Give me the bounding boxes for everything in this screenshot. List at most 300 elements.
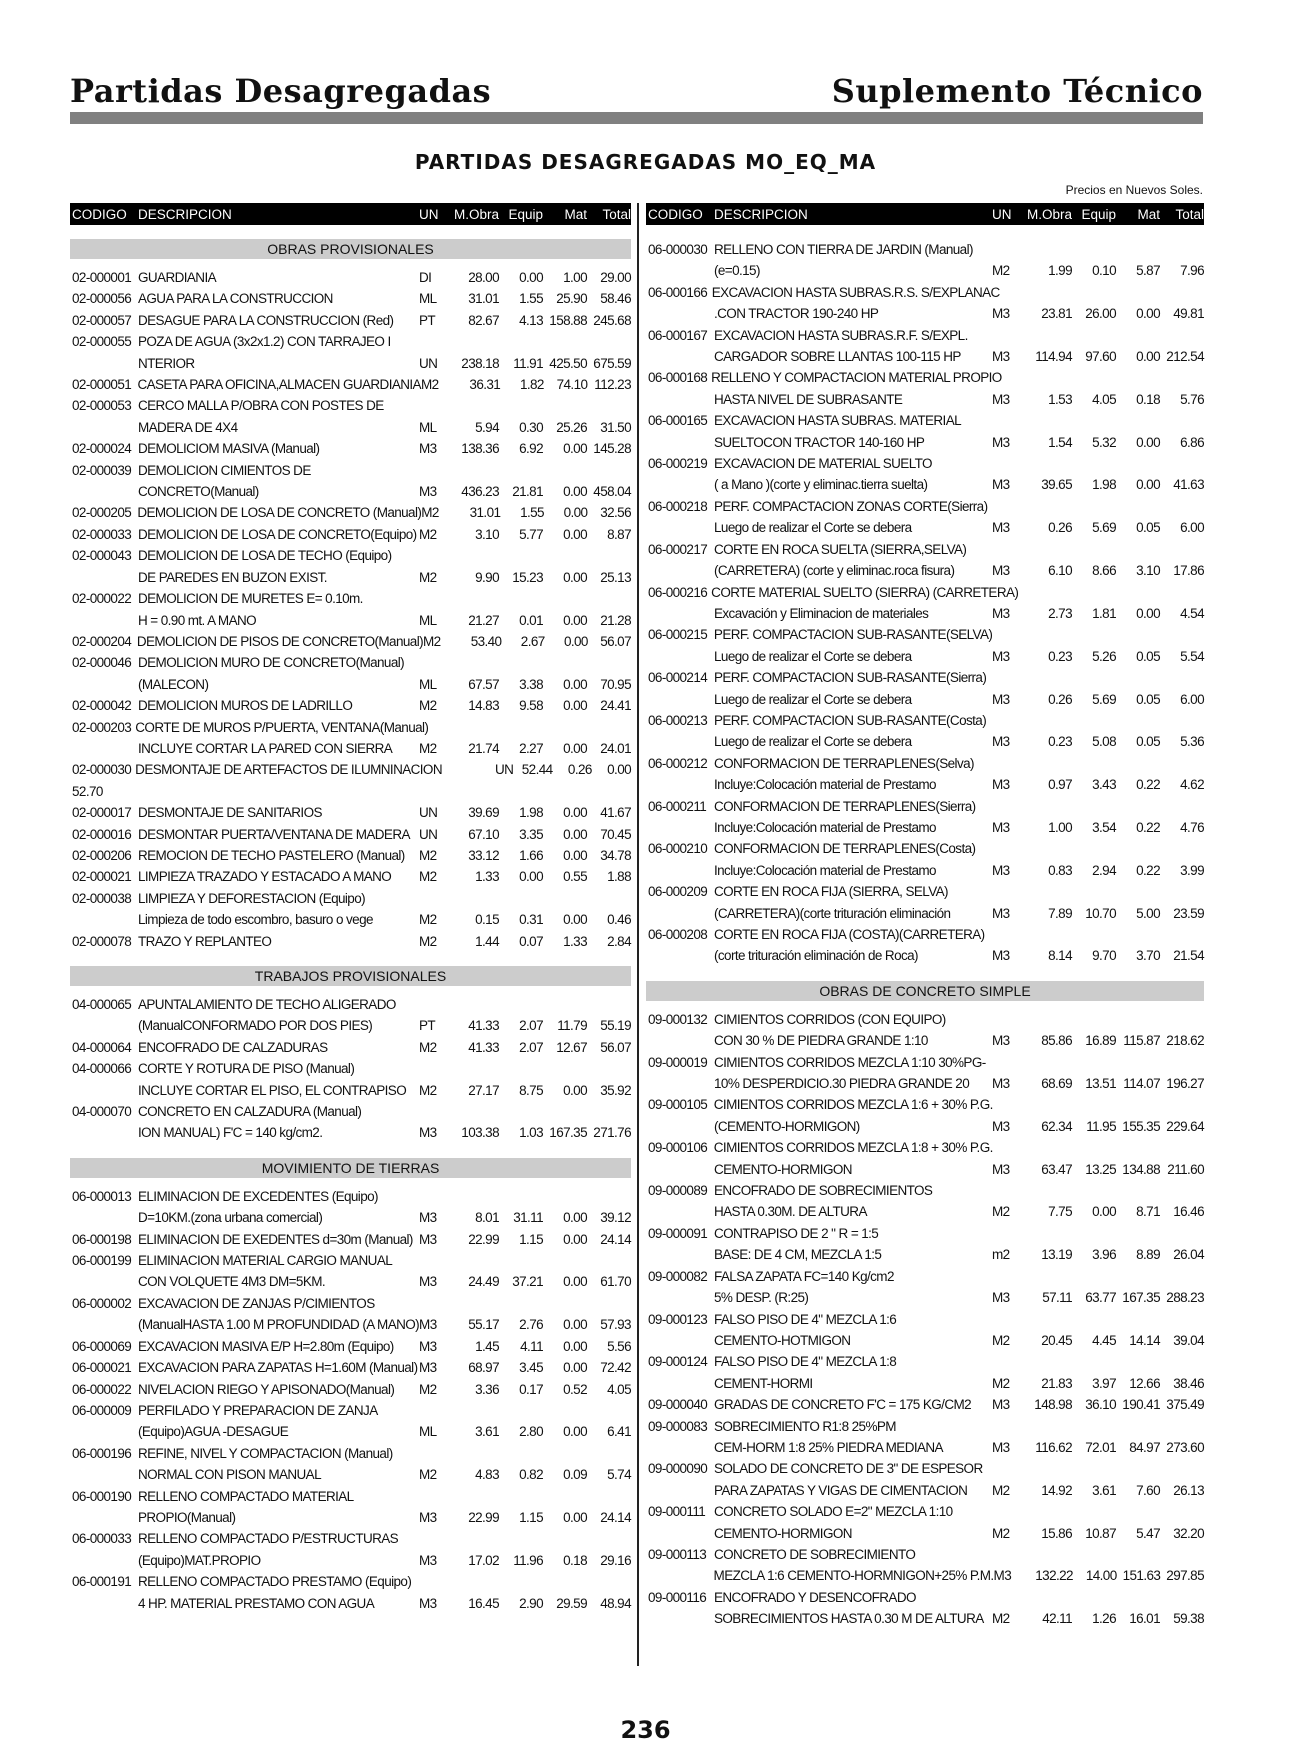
cell-total: 49.81 xyxy=(1173,306,1204,322)
cell-description: CONCRETO DE SOBRECIMIENTO xyxy=(714,1546,916,1562)
cell-material xyxy=(1116,838,1160,859)
column-divider xyxy=(637,203,639,1666)
cell-material: 0.55 xyxy=(563,869,587,885)
table-row xyxy=(70,374,631,395)
cell-total: 31.50 xyxy=(600,419,631,435)
table-row xyxy=(646,1544,1204,1565)
table-row xyxy=(70,1186,631,1207)
cell-unit xyxy=(992,710,1024,731)
table-row xyxy=(646,432,1204,453)
cell-total: 6.86 xyxy=(1180,434,1204,450)
cell-code xyxy=(646,1373,710,1394)
cell-unit: M3 xyxy=(419,1360,437,1376)
cell-mano-obra xyxy=(451,1186,499,1207)
cell-description: ( a Mano )(corte y eliminac.tierra suelta) xyxy=(714,477,928,493)
cell-equipo xyxy=(499,1400,543,1421)
cell-equipo: 4.05 xyxy=(1092,391,1116,407)
cell-total xyxy=(587,1571,631,1592)
cell-material xyxy=(543,331,587,352)
cell-unit: M3 xyxy=(992,948,1010,964)
cell-mano-obra: 0.23 xyxy=(1048,648,1072,664)
cell-material: 16.01 xyxy=(1129,1611,1160,1627)
table-header xyxy=(70,203,631,225)
cell-equipo: 4.45 xyxy=(1092,1332,1116,1348)
cell-material: 3.10 xyxy=(1136,563,1160,579)
cell-total: 112.23 xyxy=(594,377,631,393)
cell-total xyxy=(587,1400,631,1421)
cell-code: 09-000019 xyxy=(648,1054,708,1070)
cell-mano-obra: 0.26 xyxy=(1048,520,1072,536)
cell-description: EXCAVACION MASIVA E/P H=2.80m (Equipo) xyxy=(138,1338,394,1354)
table-row xyxy=(70,1336,631,1357)
cell-mano-obra: 41.33 xyxy=(468,1018,499,1034)
cell-description: EXCAVACION DE ZANJAS P/CIMIENTOS xyxy=(138,1295,375,1311)
cell-unit xyxy=(419,1400,451,1421)
cell-mano-obra: 16.45 xyxy=(468,1595,499,1611)
cell-description: ELIMINACION MATERIAL CARGIO MANUAL xyxy=(138,1253,393,1269)
cell-code: 06-000033 xyxy=(72,1531,132,1547)
cell-unit: M2 xyxy=(992,1204,1010,1220)
cell-description: Luego de realizar el Corte se debera xyxy=(714,520,912,536)
cell-code: 06-000199 xyxy=(72,1253,132,1269)
cell-mano-obra: 1.44 xyxy=(475,933,499,949)
cell-material: 0.22 xyxy=(1136,819,1160,835)
cell-unit xyxy=(992,924,1024,945)
cell-equipo: 1.82 xyxy=(519,377,544,393)
cell-code xyxy=(70,1593,134,1614)
cell-description: CONFORMACION DE TERRAPLENES(Selva) xyxy=(714,755,974,771)
cell-equipo: 4.13 xyxy=(519,312,543,328)
cell-code: 09-000113 xyxy=(648,1546,707,1562)
cell-code: 02-000205 xyxy=(72,505,132,521)
cell-material: 14.14 xyxy=(1129,1332,1160,1348)
cell-material: 0.00 xyxy=(563,676,587,692)
cell-total xyxy=(1160,1544,1204,1565)
cell-mano-obra: 68.97 xyxy=(468,1360,499,1376)
cell-equipo xyxy=(1077,282,1119,303)
table-row xyxy=(70,994,631,1015)
cell-description: CEM-HORM 1:8 25% PIEDRA MEDIANA xyxy=(714,1439,943,1455)
cell-mano-obra: 13.19 xyxy=(1041,1247,1072,1263)
cell-mano-obra: 3.10 xyxy=(475,526,499,542)
cell-code xyxy=(646,432,710,453)
cell-total: 39.12 xyxy=(600,1210,631,1226)
cell-equipo xyxy=(1072,710,1116,731)
cell-total: 48.94 xyxy=(600,1595,631,1611)
table-row xyxy=(646,1116,1204,1137)
cell-material: 0.00 xyxy=(563,484,587,500)
table-row xyxy=(70,502,631,523)
cell-unit: DI xyxy=(419,270,432,285)
cell-equipo: 72.01 xyxy=(1085,1439,1116,1455)
cell-total: 29.00 xyxy=(600,270,631,285)
cell-mano-obra: 0.26 xyxy=(1048,691,1072,707)
cell-unit xyxy=(419,588,451,609)
cell-description: Limpieza de todo escombro, basuro o vege xyxy=(138,912,373,928)
table-row xyxy=(646,903,1204,924)
cell-material: 0.05 xyxy=(1136,520,1160,536)
cell-description: CERCO MALLA P/OBRA CON POSTES DE xyxy=(138,398,384,414)
table-row xyxy=(646,517,1204,538)
cell-mano-obra: 22.99 xyxy=(468,1231,499,1247)
cell-unit xyxy=(419,781,451,802)
cell-code xyxy=(646,517,710,538)
prices-note: Precios en Nuevos Soles. xyxy=(1065,183,1203,197)
cell-total xyxy=(1160,1137,1204,1158)
cell-equipo: 10.70 xyxy=(1085,905,1116,921)
table-row xyxy=(646,346,1204,367)
cell-total: 5.76 xyxy=(1180,391,1204,407)
table-row xyxy=(646,860,1204,881)
cell-description: LIMPIEZA TRAZADO Y ESTACADO A MANO xyxy=(138,869,392,885)
cell-code: 02-000053 xyxy=(72,398,132,414)
table-row xyxy=(646,624,1204,645)
cell-material xyxy=(1116,539,1160,560)
cell-unit: M3 xyxy=(992,648,1010,664)
table-row xyxy=(70,1464,631,1485)
cell-mano-obra xyxy=(451,588,499,609)
cell-description: PERF. COMPACTACION SUB-RASANTE(Costa) xyxy=(714,712,987,728)
cell-equipo xyxy=(1072,1052,1116,1073)
cell-code: 09-000111 xyxy=(648,1504,706,1520)
header-left-title: Partidas Desagregadas xyxy=(70,72,492,110)
cell-unit xyxy=(992,1052,1024,1073)
cell-code: 02-000017 xyxy=(72,805,132,821)
cell-equipo xyxy=(1078,367,1120,388)
table-row xyxy=(646,1159,1204,1180)
cell-material: 0.00 xyxy=(563,526,587,542)
cell-code xyxy=(70,1015,134,1036)
cell-material: 5.00 xyxy=(1136,905,1160,921)
cell-unit xyxy=(419,395,451,416)
cell-material: 25.90 xyxy=(556,291,587,307)
cell-unit: M3 xyxy=(992,306,1010,322)
cell-mano-obra xyxy=(1024,667,1072,688)
cell-description: DE PAREDES EN BUZON EXIST. xyxy=(138,569,327,585)
cell-equipo: 2.07 xyxy=(519,1018,543,1034)
cell-material xyxy=(543,460,587,481)
cell-unit: M2 xyxy=(419,526,437,542)
cell-code xyxy=(646,1608,710,1629)
cell-mano-obra: 4.83 xyxy=(475,1467,499,1483)
cell-code: 06-000013 xyxy=(72,1188,132,1204)
cell-unit: M3 xyxy=(419,484,437,500)
cell-unit: ML xyxy=(419,1424,437,1440)
cell-code: 09-000083 xyxy=(648,1418,708,1434)
cell-unit: M3 xyxy=(992,563,1010,579)
cell-total xyxy=(1160,924,1204,945)
cell-material xyxy=(1116,1458,1160,1479)
cell-description: TRAZO Y REPLANTEO xyxy=(138,933,272,949)
cell-description: EXCAVACION HASTA SUBRAS.R.S. S/EXPLANAC xyxy=(711,284,1000,300)
cell-unit xyxy=(992,753,1024,774)
cell-unit: M2 xyxy=(419,1082,437,1098)
cell-total xyxy=(1160,710,1204,731)
cell-description: MADERA DE 4X4 xyxy=(138,419,238,435)
cell-total xyxy=(1160,1180,1204,1201)
cell-unit xyxy=(419,1250,451,1271)
cell-equipo: 0.31 xyxy=(519,912,543,928)
cell-mano-obra: 132.22 xyxy=(1035,1568,1073,1584)
cell-equipo xyxy=(1072,325,1116,346)
cell-code: 02-000043 xyxy=(72,548,132,564)
table-row xyxy=(70,1400,631,1421)
cell-total: 41.67 xyxy=(600,805,631,821)
cell-mano-obra xyxy=(451,888,499,909)
cell-total: 4.54 xyxy=(1180,605,1204,621)
cell-unit xyxy=(992,1309,1024,1330)
cell-mano-obra: 67.10 xyxy=(468,826,499,842)
cell-unit: M2 xyxy=(419,1039,437,1055)
left-table-body xyxy=(70,239,631,1614)
cell-code xyxy=(646,774,710,795)
cell-total: 8.87 xyxy=(607,526,631,542)
cell-material xyxy=(1116,624,1160,645)
cell-description: EXCAVACION HASTA SUBRAS.R.F. S/EXPL. xyxy=(714,327,968,343)
table-row xyxy=(646,1587,1204,1608)
cell-description: CONFORMACION DE TERRAPLENES(Sierra) xyxy=(714,798,976,814)
cell-equipo: 0.82 xyxy=(519,1467,543,1483)
table-row xyxy=(646,260,1204,281)
cell-mano-obra xyxy=(451,460,499,481)
table-row xyxy=(70,674,631,695)
cell-mano-obra xyxy=(451,1571,499,1592)
table-row xyxy=(70,931,631,952)
document-title: PARTIDAS DESAGREGADAS MO_EQ_MA xyxy=(414,150,877,174)
cell-description: DEMOLICION DE LOSA DE TECHO (Equipo) xyxy=(138,548,392,564)
table-row xyxy=(70,1037,631,1058)
table-row xyxy=(70,781,631,802)
cell-code: 04-000070 xyxy=(72,1104,132,1120)
cell-mano-obra xyxy=(1024,1458,1072,1479)
cell-material: 5.87 xyxy=(1136,263,1160,279)
cell-description: (e=0.15) xyxy=(714,263,760,279)
cell-mano-obra xyxy=(451,1528,499,1549)
cell-material: 0.52 xyxy=(563,1381,587,1397)
cell-unit xyxy=(992,239,1024,260)
cell-mano-obra: 0.97 xyxy=(1048,777,1072,793)
cell-code xyxy=(70,674,134,695)
table-row xyxy=(70,1271,631,1292)
cell-equipo: 15.23 xyxy=(512,569,543,585)
cell-description: DEMOLICION MUROS DE LADRILLO xyxy=(138,698,353,714)
cell-unit: M3 xyxy=(419,1509,437,1525)
cell-material: 0.05 xyxy=(1136,691,1160,707)
cell-material xyxy=(547,717,589,738)
cell-code: 09-000123 xyxy=(648,1311,708,1327)
cell-material: 0.26 xyxy=(567,762,592,778)
cell-total: 17.86 xyxy=(1173,563,1204,579)
cell-mano-obra: 1.45 xyxy=(475,1338,499,1354)
spacer xyxy=(646,225,1204,239)
col-equip: Equip xyxy=(1081,206,1116,222)
cell-equipo: 36.10 xyxy=(1085,1397,1116,1413)
cell-unit: M3 xyxy=(419,1317,437,1333)
cell-equipo: 0.30 xyxy=(519,419,543,435)
table-row xyxy=(70,438,631,459)
cell-mano-obra: 1.54 xyxy=(1048,434,1072,450)
cell-material xyxy=(543,652,587,673)
cell-description: BASE: DE 4 CM, MEZCLA 1:5 xyxy=(714,1247,882,1263)
cell-unit xyxy=(992,325,1024,346)
cell-material: 0.05 xyxy=(1136,648,1160,664)
cell-description: RELLENO COMPACTADO MATERIAL xyxy=(138,1488,354,1504)
cell-mano-obra: 5.94 xyxy=(475,419,499,435)
cell-material xyxy=(1116,1009,1160,1030)
cell-description: CEMENTO-HOTMIGON xyxy=(714,1332,851,1348)
cell-code: 09-000090 xyxy=(648,1461,708,1477)
cell-unit xyxy=(992,624,1024,645)
left-column xyxy=(70,203,631,1614)
cell-material: 0.00 xyxy=(563,912,587,928)
cell-description: RELLENO Y COMPACTACION MATERIAL PROPIO xyxy=(711,370,1002,386)
table-row xyxy=(646,1180,1204,1201)
table-row xyxy=(646,1437,1204,1458)
cell-description: (corte trituración eliminación de Roca) xyxy=(714,948,918,964)
table-row xyxy=(646,817,1204,838)
cell-unit: M3 xyxy=(992,1076,1010,1092)
cell-description: RELLENO CON TIERRA DE JARDIN (Manual) xyxy=(714,242,973,257)
cell-code: 06-000021 xyxy=(72,1360,132,1376)
cell-mano-obra: 31.01 xyxy=(469,505,501,521)
cell-equipo xyxy=(1072,1137,1116,1158)
cell-mano-obra: 17.02 xyxy=(468,1552,499,1568)
cell-material: 0.00 xyxy=(563,1231,587,1247)
table-row xyxy=(70,717,631,738)
cell-equipo: 1.03 xyxy=(519,1125,543,1141)
cell-description: CORTE EN ROCA FIJA (SIERRA, SELVA) xyxy=(714,884,948,900)
cell-equipo: 3.97 xyxy=(1092,1375,1116,1391)
cell-description xyxy=(134,781,419,802)
cell-code: 06-000167 xyxy=(648,327,708,343)
cell-description: DESMONTAJE DE ARTEFACTOS DE ILUMNINACION xyxy=(135,762,442,778)
cell-equipo: 1.98 xyxy=(519,805,543,821)
table-row xyxy=(646,1523,1204,1544)
cell-material: 0.00 xyxy=(563,826,587,842)
cell-material xyxy=(1116,1094,1160,1115)
cell-material: 0.00 xyxy=(563,1274,587,1290)
cell-material: 167.35 xyxy=(549,1125,587,1141)
cell-unit xyxy=(419,1486,451,1507)
table-row xyxy=(70,1593,631,1614)
table-row xyxy=(646,1458,1204,1479)
cell-material xyxy=(543,888,587,909)
cell-total xyxy=(1160,1416,1204,1437)
cell-unit xyxy=(419,1101,451,1122)
table-row xyxy=(70,353,631,374)
table-row xyxy=(646,1266,1204,1287)
cell-material xyxy=(1116,1309,1160,1330)
cell-description: EXCAVACION PARA ZAPATAS H=1.60M (Manual) xyxy=(138,1360,418,1376)
cell-equipo xyxy=(499,1528,543,1549)
cell-equipo xyxy=(499,545,543,566)
cell-code xyxy=(646,1287,710,1308)
cell-equipo: 5.77 xyxy=(519,526,543,542)
cell-description: REFINE, NIVEL Y COMPACTACION (Manual) xyxy=(138,1445,393,1461)
cell-description: AGUA PARA LA CONSTRUCCION xyxy=(138,291,333,307)
table-row xyxy=(646,1480,1204,1501)
cell-total xyxy=(1160,1501,1204,1522)
cell-unit: M3 xyxy=(992,391,1010,407)
cell-description: D=10KM.(zona urbana comercial) xyxy=(138,1210,323,1226)
cell-unit xyxy=(992,1544,1024,1565)
cell-material: 0.00 xyxy=(563,612,587,628)
cell-material xyxy=(543,1528,587,1549)
cell-total: 72.42 xyxy=(600,1360,631,1376)
table-row xyxy=(646,796,1204,817)
cell-description: CONTRAPISO DE 2 " R = 1:5 xyxy=(714,1225,879,1241)
table-row xyxy=(646,881,1204,902)
cell-unit xyxy=(419,1293,451,1314)
cell-total: 245.68 xyxy=(593,312,631,328)
cell-description: PERF. COMPACTACION SUB-RASANTE(SELVA) xyxy=(713,627,993,643)
cell-equipo: 5.08 xyxy=(1092,734,1116,750)
cell-description: CASETA PARA OFICINA,ALMACEN GUARDIANIA xyxy=(137,377,421,393)
cell-material xyxy=(543,1250,587,1271)
table-row xyxy=(70,1507,631,1528)
cell-total xyxy=(589,717,631,738)
cell-material: 0.22 xyxy=(1136,862,1160,878)
cell-material xyxy=(1116,1544,1160,1565)
cell-code: 02-000030 xyxy=(72,762,132,778)
cell-description: (ManualCONFORMADO POR DOS PIES) xyxy=(138,1018,373,1034)
section-heading: TRABAJOS PROVISIONALES xyxy=(70,966,631,986)
section-heading: MOVIMIENTO DE TIERRAS xyxy=(70,1158,631,1178)
cell-code: 02-000022 xyxy=(72,591,132,607)
cell-unit: M2 xyxy=(992,1332,1010,1348)
cell-material: 3.70 xyxy=(1136,948,1160,964)
cell-total: 32.56 xyxy=(600,505,631,521)
table-row xyxy=(646,303,1204,324)
cell-description: RELLENO COMPACTADO P/ESTRUCTURAS xyxy=(138,1531,399,1547)
cell-material xyxy=(543,1486,587,1507)
cell-total: 458.04 xyxy=(593,484,631,500)
cell-equipo: 0.00 xyxy=(519,270,543,285)
cell-code: 02-000206 xyxy=(72,847,132,863)
cell-equipo xyxy=(499,1250,543,1271)
table-row xyxy=(70,610,631,631)
cell-code xyxy=(646,603,710,624)
cell-equipo: 37.21 xyxy=(512,1274,543,1290)
col-codigo: CODIGO xyxy=(648,206,703,222)
cell-equipo: 21.81 xyxy=(512,484,543,500)
cell-equipo: 2.80 xyxy=(519,1424,543,1440)
cell-code xyxy=(70,567,134,588)
cell-material xyxy=(1119,282,1161,303)
table-row xyxy=(646,924,1204,945)
cell-total: 56.07 xyxy=(600,633,631,649)
cell-description: DEMOLICION DE LOSA DE CONCRETO(Equipo) xyxy=(138,526,417,542)
cell-total xyxy=(587,652,631,673)
cell-equipo xyxy=(1072,924,1116,945)
cell-unit xyxy=(419,994,451,1015)
cell-material: 0.22 xyxy=(1136,777,1160,793)
cell-code: 02-000021 xyxy=(72,869,132,885)
cell-material: 0.00 xyxy=(563,441,587,457)
cell-description: ENCOFRADO DE CALZADURAS xyxy=(138,1039,328,1055)
cell-total: 34.78 xyxy=(600,847,631,863)
cell-mano-obra: 28.00 xyxy=(468,270,499,285)
cell-description: APUNTALAMIENTO DE TECHO ALIGERADO xyxy=(138,997,396,1012)
cell-equipo: 8.75 xyxy=(519,1082,543,1098)
table-row xyxy=(70,1015,631,1036)
cell-code: 09-000116 xyxy=(648,1589,707,1605)
cell-equipo: 31.11 xyxy=(513,1210,543,1226)
table-row xyxy=(70,738,631,759)
cell-mano-obra: 1.99 xyxy=(1048,263,1072,279)
cell-unit xyxy=(992,1351,1024,1372)
cell-description: CEMENTO-HORMIGON xyxy=(714,1525,852,1541)
